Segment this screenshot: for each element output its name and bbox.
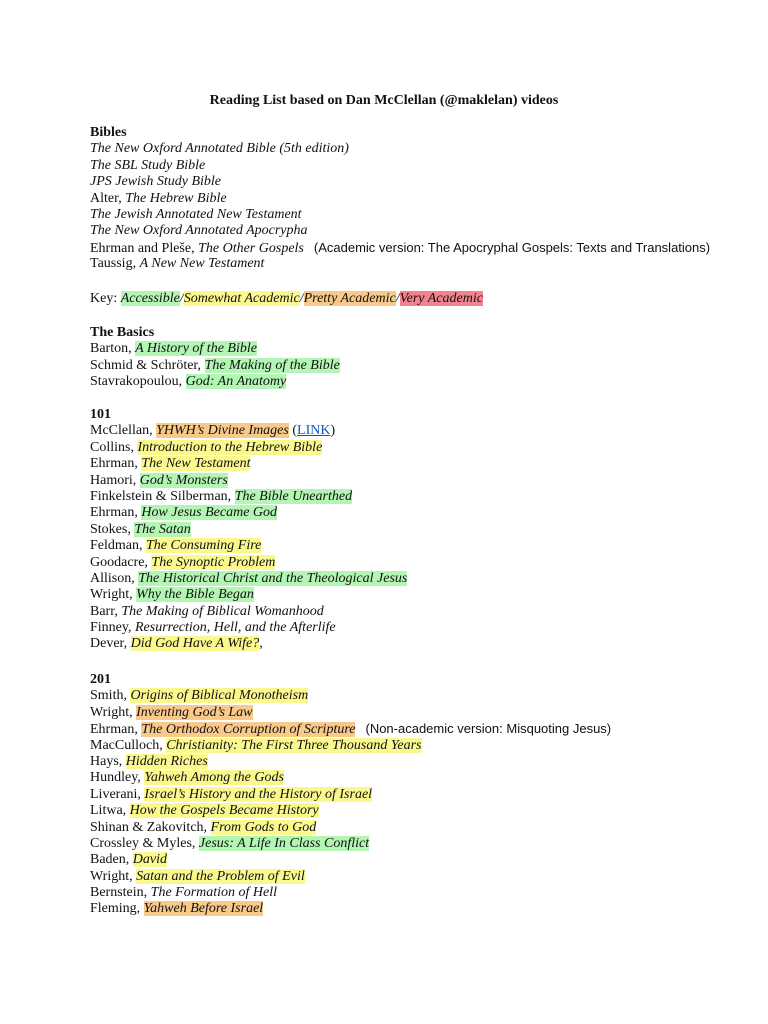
item-title: God’s Monsters [139, 472, 228, 488]
key-legend [90, 291, 760, 307]
item-author: MacCulloch, [90, 737, 167, 753]
list-item [90, 738, 760, 754]
list-item [90, 604, 760, 620]
item-title: Hidden Riches [125, 753, 208, 769]
item-author: Ehrman and Pleše, [90, 240, 199, 256]
list-item [90, 489, 760, 505]
key-separator: / [299, 291, 304, 306]
list-item [90, 620, 760, 636]
item-author: Ehrman, [90, 505, 142, 521]
item-author: Crossley & Myles, [90, 835, 199, 851]
item-author: Goodacre, [90, 554, 152, 570]
item-title: The Satan [134, 521, 191, 537]
item-author: Baden, [90, 852, 133, 868]
item-title: Jesus: A Life In Class Conflict [198, 835, 370, 851]
item-author: Finney, [90, 620, 135, 636]
item-author: Finkelstein & Silberman, [90, 488, 235, 504]
item-title: The New Testament [141, 456, 251, 472]
section-101 [90, 407, 760, 653]
item-author: Wright, [90, 704, 137, 720]
item-title: Origins of Biblical Monotheism [130, 688, 309, 704]
item-title: Christianity: The First Three Thousand Years [166, 737, 422, 753]
item-author: Stokes, [90, 521, 135, 537]
item-title: Yahweh Among the Gods [144, 770, 284, 786]
item-author: Barton, [90, 341, 136, 357]
item-author: Schmid & Schröter, [90, 357, 205, 373]
item-title: A New New Testament [139, 256, 265, 272]
item-title: The Synoptic Problem [151, 554, 276, 570]
item-title: The Bible Unearthed [234, 488, 353, 504]
section-bibles [90, 125, 760, 273]
item-author: Taussig, [90, 256, 140, 272]
list-item [90, 456, 760, 472]
item-author: Wright, [90, 587, 137, 603]
list-item [90, 440, 760, 456]
item-title: The Consuming Fire [146, 538, 262, 554]
key-label: Key: [90, 291, 121, 306]
list-item [90, 191, 760, 207]
list-item: The New Oxford Annotated Bible (5th edition) [90, 141, 349, 157]
item-title: How Jesus Became God [141, 505, 278, 521]
item-note: (Academic version: The Apocryphal Gospels: Texts and Translations) [313, 239, 711, 255]
item-author: Barr, [90, 603, 122, 619]
list-item [90, 705, 760, 721]
section-basics [90, 325, 760, 391]
item-author: Hamori, [90, 472, 140, 488]
item-author: Allison, [90, 570, 139, 586]
item-author: Shinan & Zakovitch, [90, 819, 211, 835]
item-author: Fleming, [90, 901, 144, 917]
item-author: Liverani, [90, 786, 145, 802]
list-item [90, 256, 760, 272]
item-title: The Hebrew Bible [125, 190, 227, 206]
item-title: The Historical Christ and the Theological Jesus [138, 570, 408, 586]
item-author: Litwa, [90, 803, 130, 819]
item-author: Hays, [90, 753, 126, 769]
list-item: The New Oxford Annotated Apocrypha [90, 223, 308, 239]
list-item [90, 803, 760, 819]
link[interactable]: LINK [297, 423, 331, 439]
item-author: Alter, [90, 190, 126, 206]
list-item: JPS Jewish Study Bible [90, 174, 222, 190]
list-item [90, 721, 760, 737]
item-title: The Formation of Hell [150, 885, 278, 901]
paren-open: ( [288, 423, 298, 439]
section-heading: 201 [90, 672, 111, 687]
section-heading: The Basics [90, 325, 155, 340]
list-item [90, 852, 760, 868]
item-author: Smith, [90, 688, 131, 704]
list-item [90, 836, 760, 852]
item-title: Introduction to the Hebrew Bible [137, 439, 323, 455]
list-item [90, 885, 760, 901]
list-item [90, 688, 760, 704]
paren-close: ) [330, 423, 336, 439]
item-author: Wright, [90, 868, 137, 884]
list-item: The Jewish Annotated New Testament [90, 206, 302, 222]
item-title: The Making of the Bible [204, 357, 340, 373]
list-item [90, 587, 760, 603]
list-item [90, 571, 760, 587]
item-title: The Making of Biblical Womanhood [121, 603, 324, 619]
key-separator: / [179, 291, 184, 306]
list-item [90, 473, 760, 489]
item-author: Bernstein, [90, 885, 151, 901]
item-title: Yahweh Before Israel [143, 901, 264, 917]
list-item [90, 869, 760, 885]
item-title: Why the Bible Began [136, 587, 254, 603]
section-heading: Bibles [90, 125, 127, 140]
item-note: (Non-academic version: Misquoting Jesus) [365, 721, 612, 737]
page-title: Reading List based on Dan McClellan (@maklelan) videos [209, 93, 559, 108]
item-author: Hundley, [90, 770, 145, 786]
list-item [90, 505, 760, 521]
list-item [90, 358, 760, 374]
item-author: Dever, [90, 636, 131, 652]
list-item: The SBL Study Bible [90, 157, 206, 173]
key-separator: / [395, 291, 400, 306]
item-title: From Gods to God [210, 819, 317, 835]
key-line [90, 291, 760, 307]
item-title: A History of the Bible [135, 341, 257, 357]
section-heading: 101 [90, 407, 111, 422]
list-item [90, 423, 760, 439]
item-author: McClellan, [90, 423, 157, 439]
item-author: Ehrman, [90, 722, 142, 738]
list-item [90, 770, 760, 786]
item-title: Inventing God’s Law [136, 704, 253, 720]
item-author: Stavrakopoulou, [90, 374, 186, 390]
list-item [90, 522, 760, 538]
item-author: Feldman, [90, 538, 146, 554]
list-item [90, 374, 760, 390]
item-author: Ehrman, [90, 456, 142, 472]
list-item [90, 538, 760, 554]
item-title: Israel’s History and the History of Israel [144, 786, 373, 802]
list-item [90, 240, 760, 256]
list-item [90, 636, 760, 652]
list-item [90, 787, 760, 803]
item-title: The Orthodox Corruption of Scripture [141, 722, 356, 738]
key-very-academic: Very Academic [399, 291, 483, 306]
list-item [90, 754, 760, 770]
item-title: Resurrection, Hell, and the Afterlife [134, 620, 336, 636]
list-item [90, 555, 760, 571]
item-title: YHWH’s Divine Images [156, 423, 289, 439]
list-item [90, 901, 760, 917]
key-pretty-academic: Pretty Academic [303, 291, 396, 306]
item-suffix: , [259, 636, 263, 652]
item-title: David [132, 852, 167, 868]
item-title: The Other Gospels [198, 240, 304, 256]
list-item [90, 341, 760, 357]
key-somewhat-academic: Somewhat Academic [183, 291, 300, 306]
item-title: How the Gospels Became History [129, 803, 319, 819]
section-201 [90, 672, 760, 918]
list-item [90, 820, 760, 836]
item-title: God: An Anatomy [185, 374, 287, 390]
item-title: Did God Have A Wife? [130, 636, 260, 652]
item-author: Collins, [90, 439, 138, 455]
item-title: Satan and the Problem of Evil [136, 868, 305, 884]
key-accessible: Accessible [120, 291, 180, 306]
